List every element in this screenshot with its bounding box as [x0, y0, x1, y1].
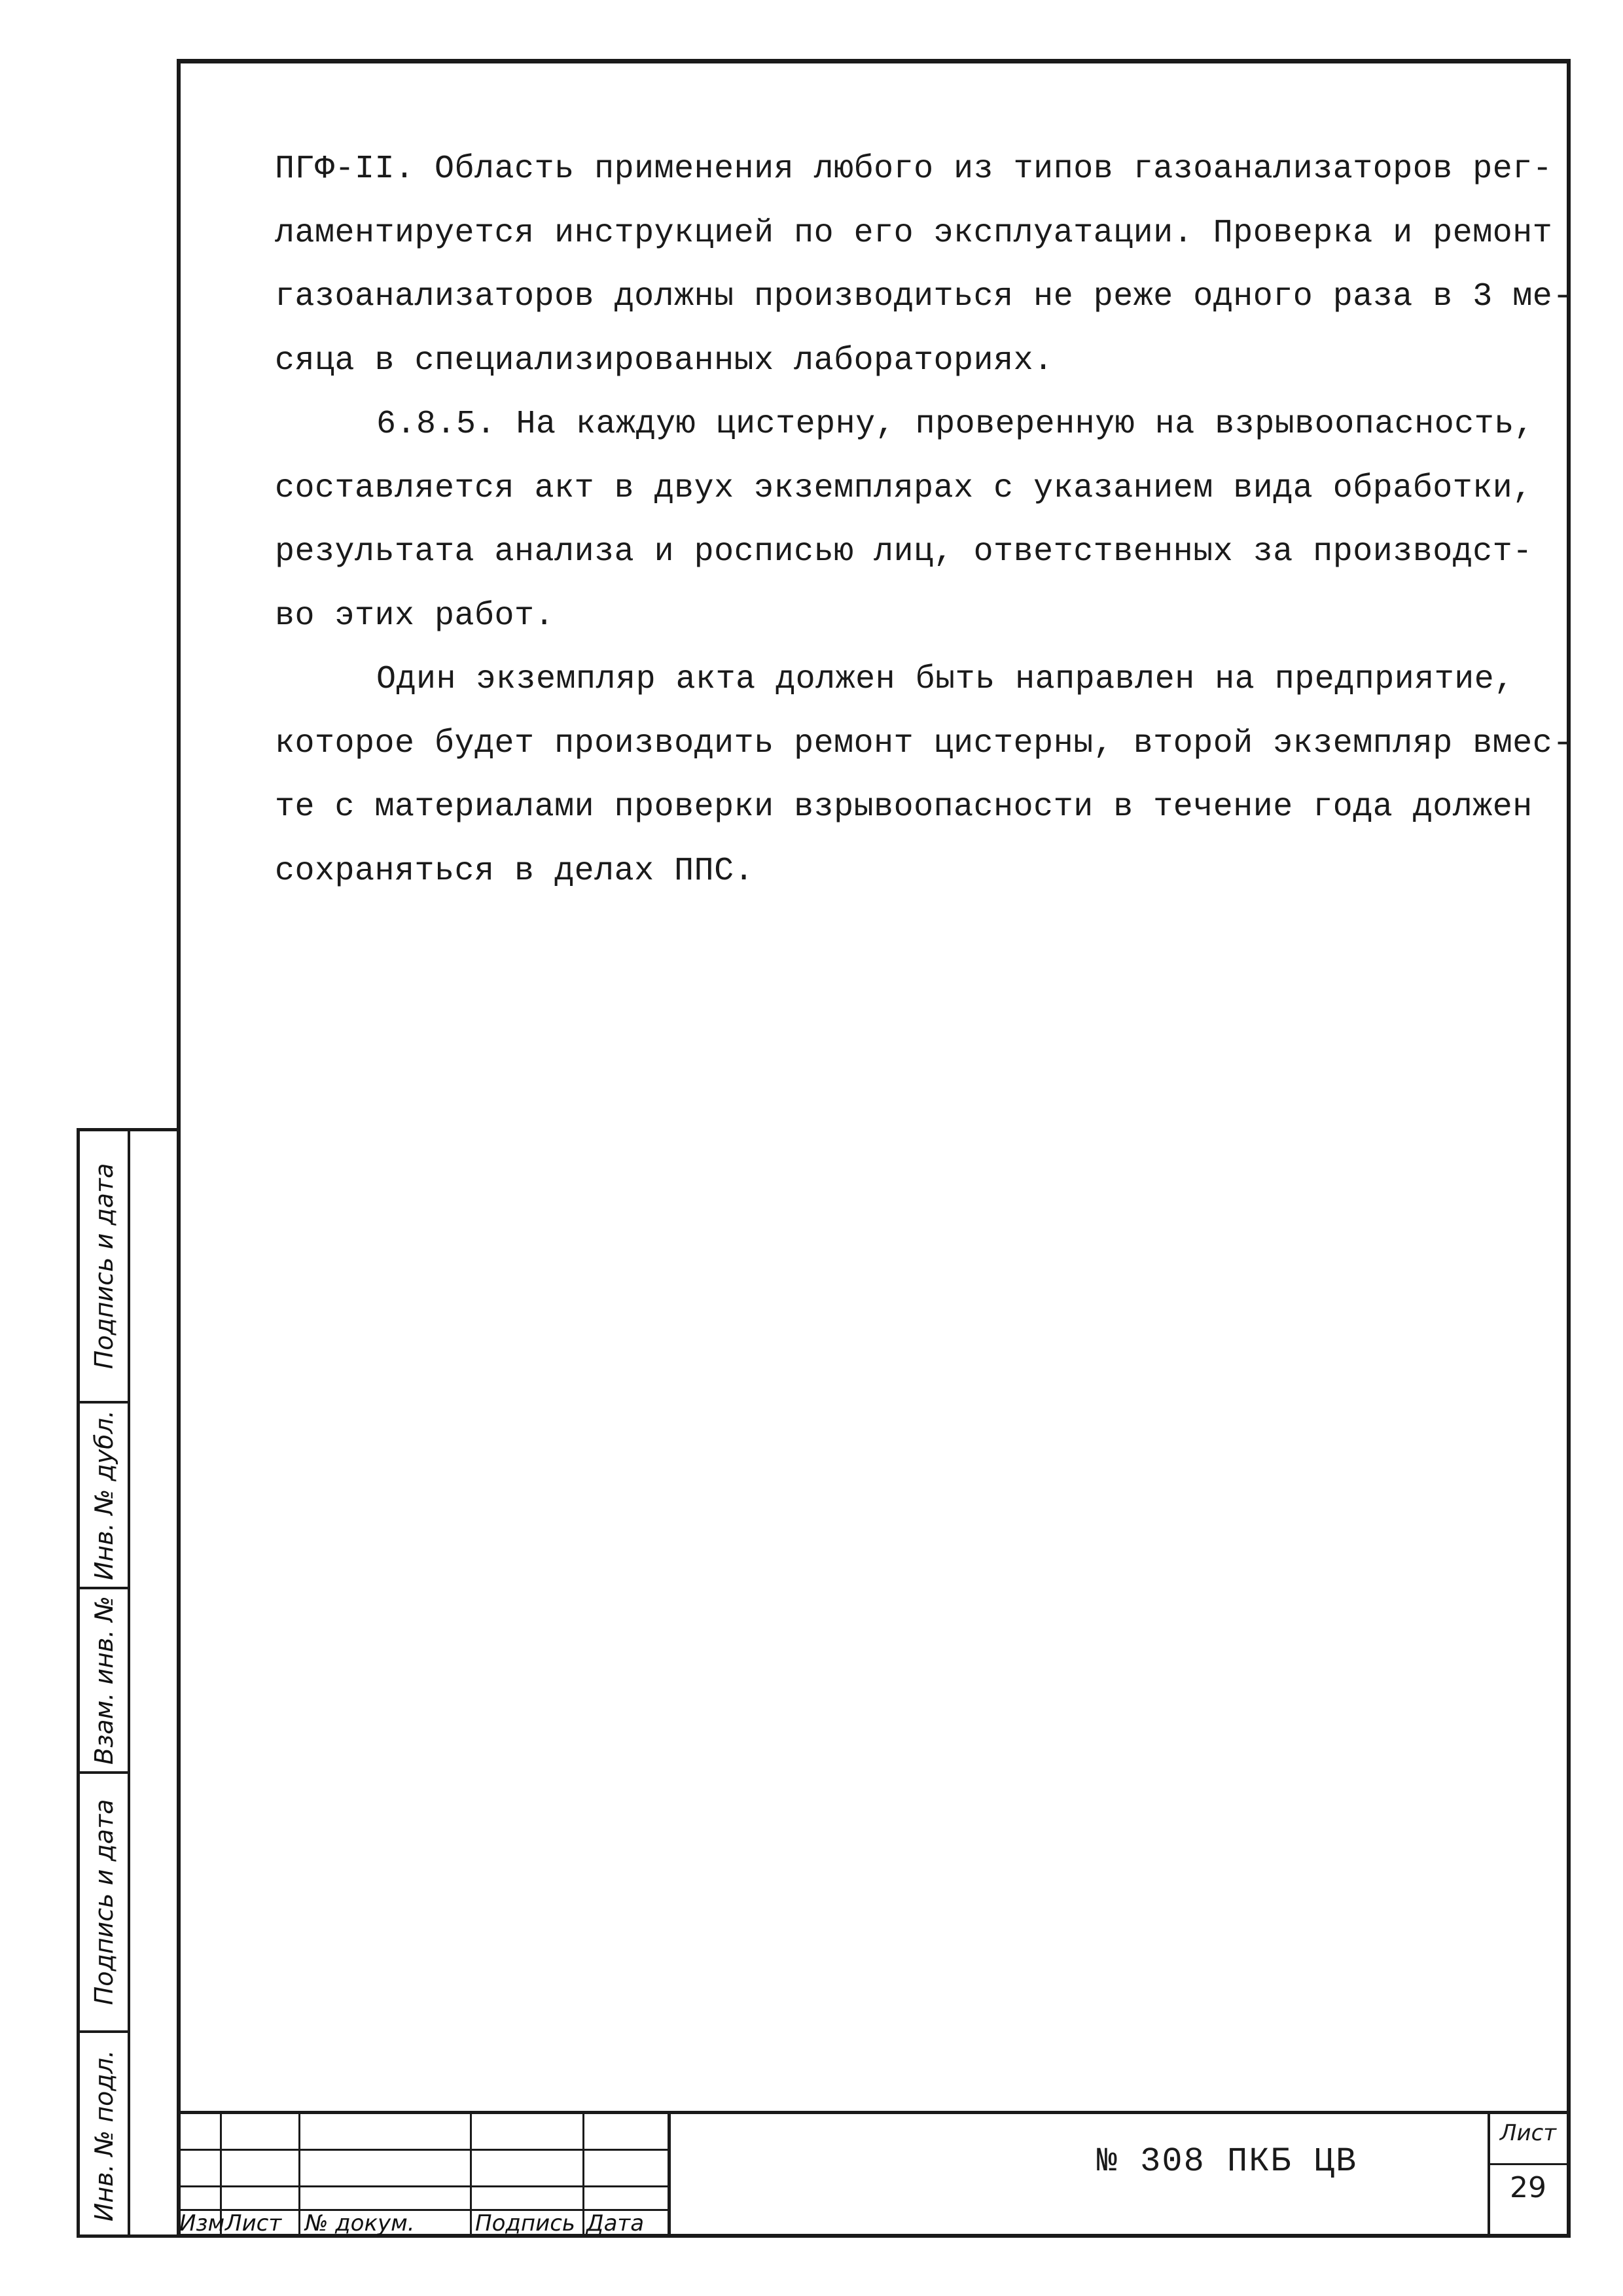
document-body: [275, 137, 1573, 903]
paragraph-start: Один экземпляр акта должен быть направлен на предприятие,: [376, 661, 1514, 698]
body-line: которое будет производить ремонт цистерны, второй экземпляр вмес-: [275, 724, 1573, 762]
side-cell-label: Подпись и дата: [89, 1799, 118, 2005]
col-label-list: Лист: [225, 2210, 282, 2236]
side-cell-label: Взам. инв. №: [89, 1595, 118, 1765]
paragraph-6-8-5-start: 6.8.5. На каждую цистерну, проверенную на взрывоопасность,: [376, 406, 1535, 443]
side-stamp-divider: [128, 1131, 130, 2234]
body-line: ламентируется инструкцией по его эксплуатации. Проверка и ремонт: [275, 214, 1553, 252]
sheet-number: 29: [1510, 2171, 1546, 2204]
title-block-row-rule: [177, 2185, 668, 2187]
body-line: те с материалами проверки взрывоопасности в течение года должен: [275, 788, 1533, 826]
body-line: сяца в специализированных лабораториях.: [275, 342, 1054, 380]
body-line: во этих работ.: [275, 597, 555, 635]
side-cell-label: Инв. № дубл.: [89, 1410, 118, 1580]
side-cell-replacement-inv: [80, 1589, 128, 1774]
title-block-col-rule: [470, 2111, 472, 2238]
body-line: сохраняться в делах ППС.: [275, 852, 755, 890]
side-cell-label: Инв. № подл.: [89, 2049, 118, 2221]
body-line: газоанализаторов должны производиться не реже одного раза в 3 ме-: [275, 278, 1573, 315]
title-block-col-rule: [298, 2111, 300, 2238]
title-block: [177, 2111, 1571, 2238]
sheet-label: Лист: [1499, 2120, 1557, 2146]
body-line: результата анализа и росписью лиц, ответственных за производст-: [275, 533, 1533, 571]
side-stamp: [77, 1128, 177, 2238]
col-label-izm: Изм: [179, 2210, 225, 2236]
body-line: составляется акт в двух экземплярах с указанием вида обработки,: [275, 469, 1533, 507]
document-code: № 308 ПКБ ЦВ: [1096, 2142, 1358, 2181]
title-block-col-rule: [668, 2111, 671, 2238]
side-cell-signature-date-2: [80, 1774, 128, 2033]
col-label-doc-number: № докум.: [305, 2210, 415, 2236]
col-label-signature: Подпись: [475, 2210, 575, 2236]
side-cell-signature-date-1: [80, 1131, 128, 1404]
side-cell-label: Подпись и дата: [89, 1163, 118, 1369]
side-cell-dup-inv: [80, 1404, 128, 1589]
title-block-col-rule: [582, 2111, 584, 2238]
col-label-date: Дата: [586, 2210, 645, 2236]
title-block-top-rule: [177, 2111, 1571, 2114]
title-block-row-rule: [177, 2149, 668, 2151]
body-line: ПГФ-II. Область применения любого из типов газоанализаторов рег-: [275, 150, 1553, 188]
side-cell-original-inv: [80, 2033, 128, 2238]
